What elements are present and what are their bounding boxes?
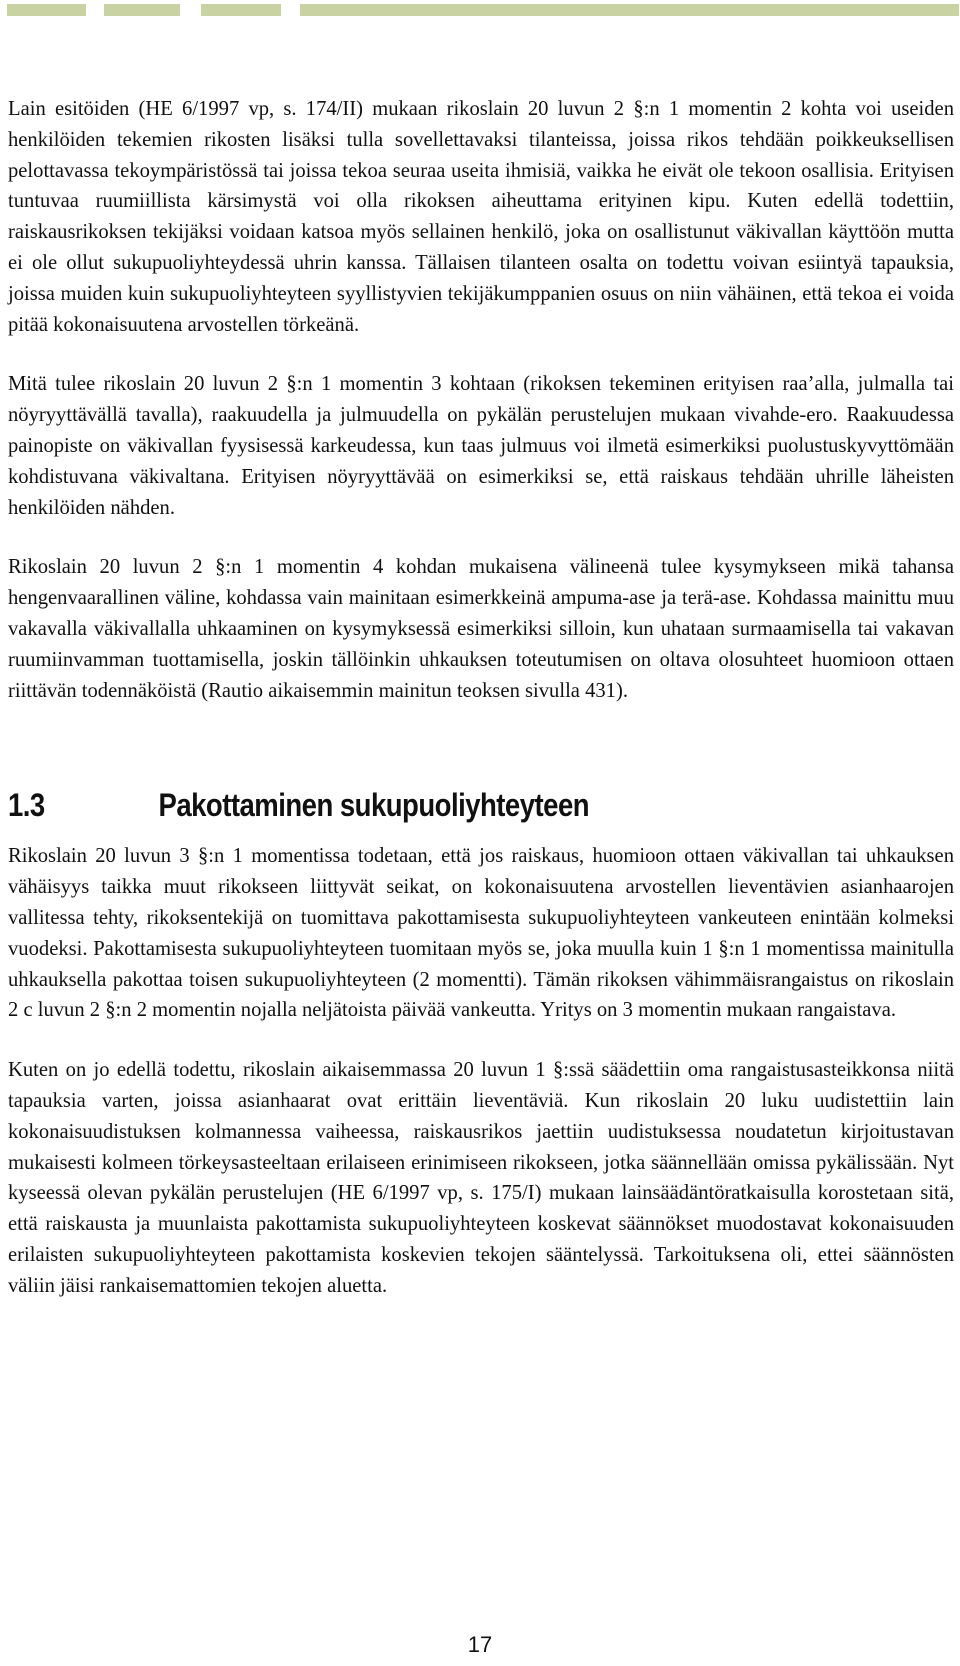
section-heading <box>8 778 822 832</box>
page-number: 17 <box>467 1632 493 1657</box>
header-bar <box>104 4 180 16</box>
header-bar <box>201 4 281 16</box>
document-body <box>8 94 954 1302</box>
section-number: 1.3 <box>8 786 45 823</box>
body-paragraph: Mitä tulee rikoslain 20 luvun 2 §:n 1 momentin 3 kohtaan (rikoksen tekeminen erityisen raa’alla, julmalla tai nöyryyttävällä tavalla), raakuudella ja julmuudella on pykälän perustelujen mukaan vivahde-ero. Raakuudessa painopiste on väkivallan fyysisessä karkeudessa, kun taas julmuus voi ilmetä esimerkiksi puolustuskyvyttömään kohdistuvana väkivaltana. Erityisen nöyryyttävää on esimerkiksi se, että raiskaus tehdään uhrille läheisten henkilöiden nähden. <box>8 373 954 519</box>
header-bar <box>7 4 86 16</box>
header-bar <box>300 4 959 16</box>
body-paragraph: Rikoslain 20 luvun 3 §:n 1 momentissa todetaan, että jos raiskaus, huomioon ottaen väkivallan tai uhkauksen vähäisyys taikka muut rikokseen liittyvät seikat, on kokonaisuutena arvostellen lieventävien asianhaarojen vallitessa tehty, rikoksentekijä on tuomittava pakottamisesta sukupuoliyhteyteen vankeuteen enintään kolmeksi vuodeksi. Pakottamisesta sukupuoliyhteyteen tuomitaan myös se, joka muulla kuin 1 §:n 1 momentissa mainitulla uhkauksella pakottaa toisen sukupuoliyhteyteen (2 momentti). Tämän rikoksen vähimmäisrangaistus on rikoslain 2 c luvun 2 §:n 2 momentin nojalla neljätoista päivää vankeutta. Yritys on 3 momentin mukaan rangaistava. <box>8 845 954 1022</box>
section-title: Pakottaminen sukupuoliyhteyteen <box>158 786 590 823</box>
body-paragraph: Kuten on jo edellä todettu, rikoslain aikaisemmassa 20 luvun 1 §:ssä säädettiin oma rangaistusasteikkonsa niitä tapauksia varten, joissa asianhaarat ovat erittäin lieventäviä. Kun rikoslain 20 luku uudistettiin lain kokonaisuudistuksen kolmannessa vaiheessa, raiskausrikos jaettiin uudistuksessa noudatetun kirjoitustavan mukaisesti kolmeen törkeysasteeltaan erilaiseen erinimiseen rikokseen, jotka säännellään omissa pykälissään. Nyt kyseessä olevan pykälän perustelujen (HE 6/1997 vp, s. 175/I) mukaan lainsäädäntöratkaisulla korostetaan sitä, että raiskausta ja muunlaista pakottamista sukupuoliyhteyteen koskevat säännökset muodostavat kokonaisuuden erilaisten sukupuoliyhteyteen pakottamista koskevien tekojen sääntelyssä. Tarkoituksena oli, ettei säännösten väliin jäisi rankaisemattomien tekojen aluetta. <box>8 1059 954 1297</box>
body-paragraph: Lain esitöiden (HE 6/1997 vp, s. 174/II) mukaan rikoslain 20 luvun 2 §:n 1 momentin 2 kohta voi useiden henkilöiden tekemien rikosten lisäksi tulla sovellettavaksi tilanteissa, joissa rikos tehdään poikkeuksellisen pelottavassa tekoympäristössä tai joissa tekoa seuraa useita ihmisiä, vaikka he eivät ole tekoon osallisia. Erityisen tuntuvaa ruumiillista kärsimystä voi olla rikoksen aiheuttama erityinen kipu. Kuten edellä todettiin, raiskausrikoksen tekijäksi voidaan katsoa myös sellainen henkilö, joka on osallistunut väkivallan käyttöön mutta ei ole ollut sukupuoliyhteydessä uhrin kanssa. Tällaisen tilanteen osalta on todettu voivan esiintyä tapauksia, joissa muiden kuin sukupuoliyhteyteen syyllistyvien tekijäkumppanien osuus on niin vähäinen, että tekoa ei voida pitää kokonaisuutena arvostellen törkeänä. <box>8 98 954 336</box>
body-paragraph: Rikoslain 20 luvun 2 §:n 1 momentin 4 kohdan mukaisena välineenä tulee kysymykseen mikä tahansa hengenvaarallinen väline, kohdassa vain mainitaan esimerkkeinä ampuma-ase ja terä-ase. Kohdassa mainittu muu vakavalla väkivallalla uhkaaminen on kysymyksessä esimerkiksi silloin, kun uhataan surmaamisella tai vakavan ruumiinvamman tuottamisella, joskin tällöinkin uhkauksen toteutumisen on oltava olosuhteet huomioon ottaen riittävän todennäköistä (Rautio aikaisemmin mainitun teoksen sivulla 431). <box>8 556 954 702</box>
header-decoration <box>0 4 960 16</box>
